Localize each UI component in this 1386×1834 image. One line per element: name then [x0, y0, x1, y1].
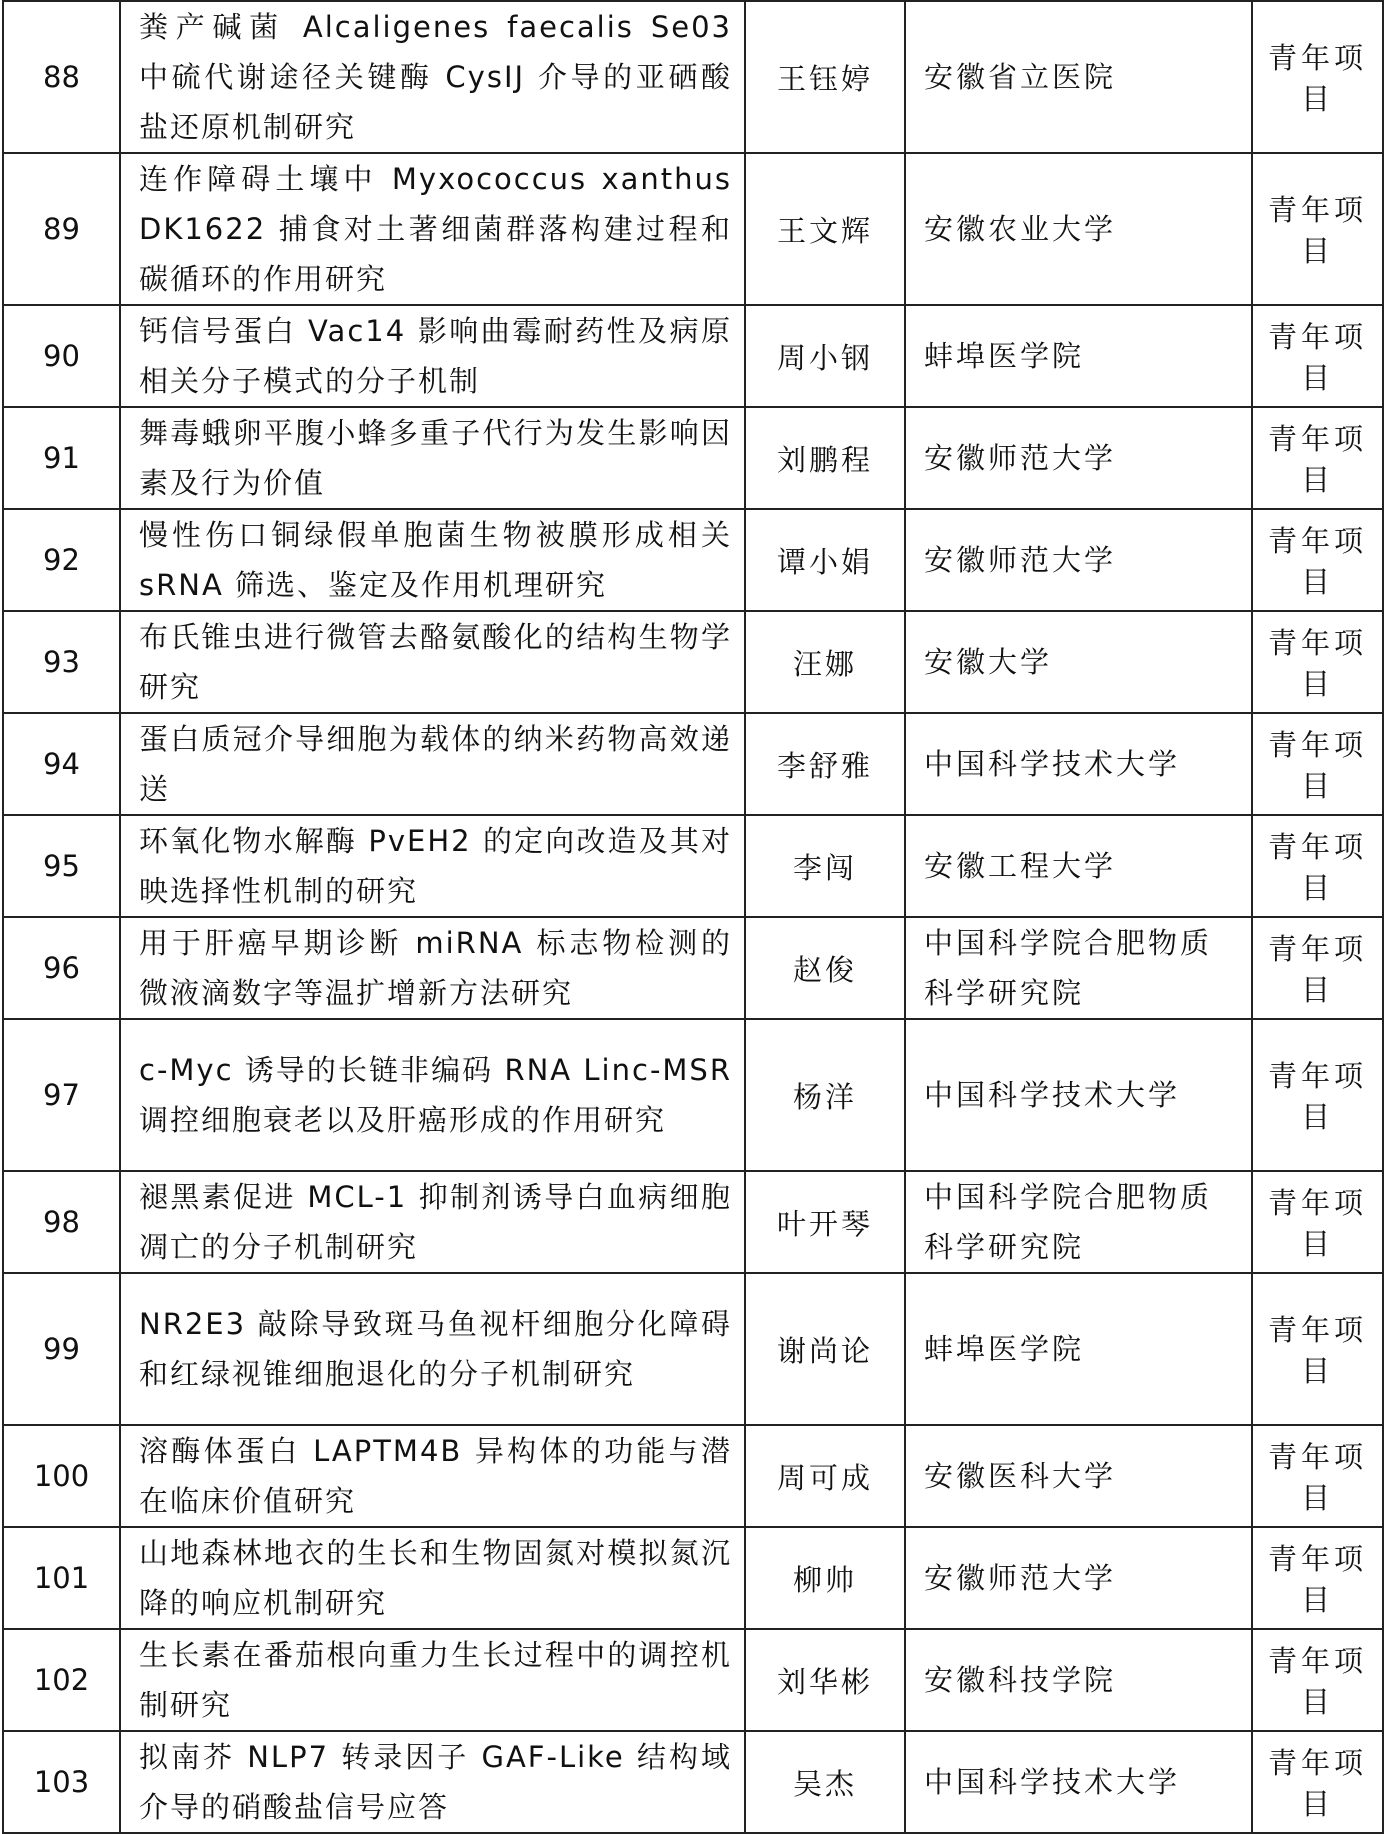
row-number: 92 [3, 509, 120, 611]
applicant-name: 汪娜 [745, 611, 905, 713]
project-title: 舞毒蛾卵平腹小蜂多重子代行为发生影响因素及行为价值 [120, 407, 745, 509]
project-title: 用于肝癌早期诊断 miRNA 标志物检测的微液滴数字等温扩增新方法研究 [120, 917, 745, 1019]
project-title: 拟南芥 NLP7 转录因子 GAF-Like 结构域介导的硝酸盐信号应答 [120, 1731, 745, 1833]
project-type: 青年项目 [1252, 1425, 1383, 1527]
applicant-name: 赵俊 [745, 917, 905, 1019]
institution: 蚌埠医学院 [905, 1273, 1252, 1425]
project-type: 青年项目 [1252, 509, 1383, 611]
table-row [3, 153, 1383, 305]
project-title: 生长素在番茄根向重力生长过程中的调控机制研究 [120, 1629, 745, 1731]
project-type: 青年项目 [1252, 1731, 1383, 1833]
project-title: 褪黑素促进 MCL-1 抑制剂诱导白血病细胞凋亡的分子机制研究 [120, 1171, 745, 1273]
applicant-name: 刘鹏程 [745, 407, 905, 509]
project-title: c-Myc 诱导的长链非编码 RNA Linc-MSR 调控细胞衰老以及肝癌形成的作用研究 [120, 1019, 745, 1171]
project-type: 青年项目 [1252, 1, 1383, 153]
project-type: 青年项目 [1252, 1171, 1383, 1273]
row-number: 100 [3, 1425, 120, 1527]
project-type: 青年项目 [1252, 713, 1383, 815]
row-number: 97 [3, 1019, 120, 1171]
institution: 安徽师范大学 [905, 1527, 1252, 1629]
row-number: 99 [3, 1273, 120, 1425]
institution: 中国科学技术大学 [905, 713, 1252, 815]
table-row [3, 1731, 1383, 1833]
table-row [3, 1019, 1383, 1171]
row-number: 90 [3, 305, 120, 407]
project-table [2, 0, 1384, 1834]
table-row [3, 713, 1383, 815]
table-row [3, 305, 1383, 407]
applicant-name: 柳帅 [745, 1527, 905, 1629]
project-type: 青年项目 [1252, 153, 1383, 305]
institution: 安徽大学 [905, 611, 1252, 713]
table-row [3, 815, 1383, 917]
project-title: 溶酶体蛋白 LAPTM4B 异构体的功能与潜在临床价值研究 [120, 1425, 745, 1527]
institution: 中国科学技术大学 [905, 1731, 1252, 1833]
institution: 中国科学技术大学 [905, 1019, 1252, 1171]
row-number: 101 [3, 1527, 120, 1629]
project-type: 青年项目 [1252, 1527, 1383, 1629]
institution: 安徽省立医院 [905, 1, 1252, 153]
table-row [3, 1425, 1383, 1527]
table-row [3, 917, 1383, 1019]
row-number: 102 [3, 1629, 120, 1731]
institution: 安徽科技学院 [905, 1629, 1252, 1731]
row-number: 95 [3, 815, 120, 917]
row-number: 103 [3, 1731, 120, 1833]
institution: 安徽工程大学 [905, 815, 1252, 917]
applicant-name: 王钰婷 [745, 1, 905, 153]
table-row [3, 1273, 1383, 1425]
applicant-name: 杨洋 [745, 1019, 905, 1171]
project-type: 青年项目 [1252, 1273, 1383, 1425]
project-title: 粪产碱菌 Alcaligenes faecalis Se03 中硫代谢途径关键酶 CysIJ 介导的亚硒酸盐还原机制研究 [120, 1, 745, 153]
project-title: 蛋白质冠介导细胞为载体的纳米药物高效递送 [120, 713, 745, 815]
institution: 安徽师范大学 [905, 509, 1252, 611]
applicant-name: 谭小娟 [745, 509, 905, 611]
institution: 安徽师范大学 [905, 407, 1252, 509]
table-row [3, 509, 1383, 611]
applicant-name: 谢尚论 [745, 1273, 905, 1425]
applicant-name: 王文辉 [745, 153, 905, 305]
institution: 蚌埠医学院 [905, 305, 1252, 407]
applicant-name: 李舒雅 [745, 713, 905, 815]
row-number: 94 [3, 713, 120, 815]
project-type: 青年项目 [1252, 1019, 1383, 1171]
row-number: 93 [3, 611, 120, 713]
table-row [3, 1527, 1383, 1629]
project-title: 慢性伤口铜绿假单胞菌生物被膜形成相关 sRNA 筛选、鉴定及作用机理研究 [120, 509, 745, 611]
institution: 安徽农业大学 [905, 153, 1252, 305]
project-title: NR2E3 敲除导致斑马鱼视杆细胞分化障碍和红绿视锥细胞退化的分子机制研究 [120, 1273, 745, 1425]
project-title: 连作障碍土壤中 Myxococcus xanthus DK1622 捕食对土著细菌群落构建过程和碳循环的作用研究 [120, 153, 745, 305]
row-number: 89 [3, 153, 120, 305]
project-title: 钙信号蛋白 Vac14 影响曲霉耐药性及病原相关分子模式的分子机制 [120, 305, 745, 407]
row-number: 88 [3, 1, 120, 153]
project-type: 青年项目 [1252, 407, 1383, 509]
table-row [3, 1171, 1383, 1273]
table-row [3, 407, 1383, 509]
applicant-name: 叶开琴 [745, 1171, 905, 1273]
row-number: 98 [3, 1171, 120, 1273]
project-title: 环氧化物水解酶 PvEH2 的定向改造及其对映选择性机制的研究 [120, 815, 745, 917]
applicant-name: 李闯 [745, 815, 905, 917]
project-type: 青年项目 [1252, 1629, 1383, 1731]
institution: 中国科学院合肥物质科学研究院 [905, 917, 1252, 1019]
institution: 中国科学院合肥物质科学研究院 [905, 1171, 1252, 1273]
project-type: 青年项目 [1252, 815, 1383, 917]
institution: 安徽医科大学 [905, 1425, 1252, 1527]
project-title: 布氏锥虫进行微管去酪氨酸化的结构生物学研究 [120, 611, 745, 713]
row-number: 96 [3, 917, 120, 1019]
table-row [3, 1629, 1383, 1731]
table-row [3, 1, 1383, 153]
row-number: 91 [3, 407, 120, 509]
applicant-name: 刘华彬 [745, 1629, 905, 1731]
table-row [3, 611, 1383, 713]
project-type: 青年项目 [1252, 917, 1383, 1019]
project-title: 山地森林地衣的生长和生物固氮对模拟氮沉降的响应机制研究 [120, 1527, 745, 1629]
project-type: 青年项目 [1252, 611, 1383, 713]
applicant-name: 周可成 [745, 1425, 905, 1527]
applicant-name: 周小钢 [745, 305, 905, 407]
applicant-name: 吴杰 [745, 1731, 905, 1833]
project-type: 青年项目 [1252, 305, 1383, 407]
